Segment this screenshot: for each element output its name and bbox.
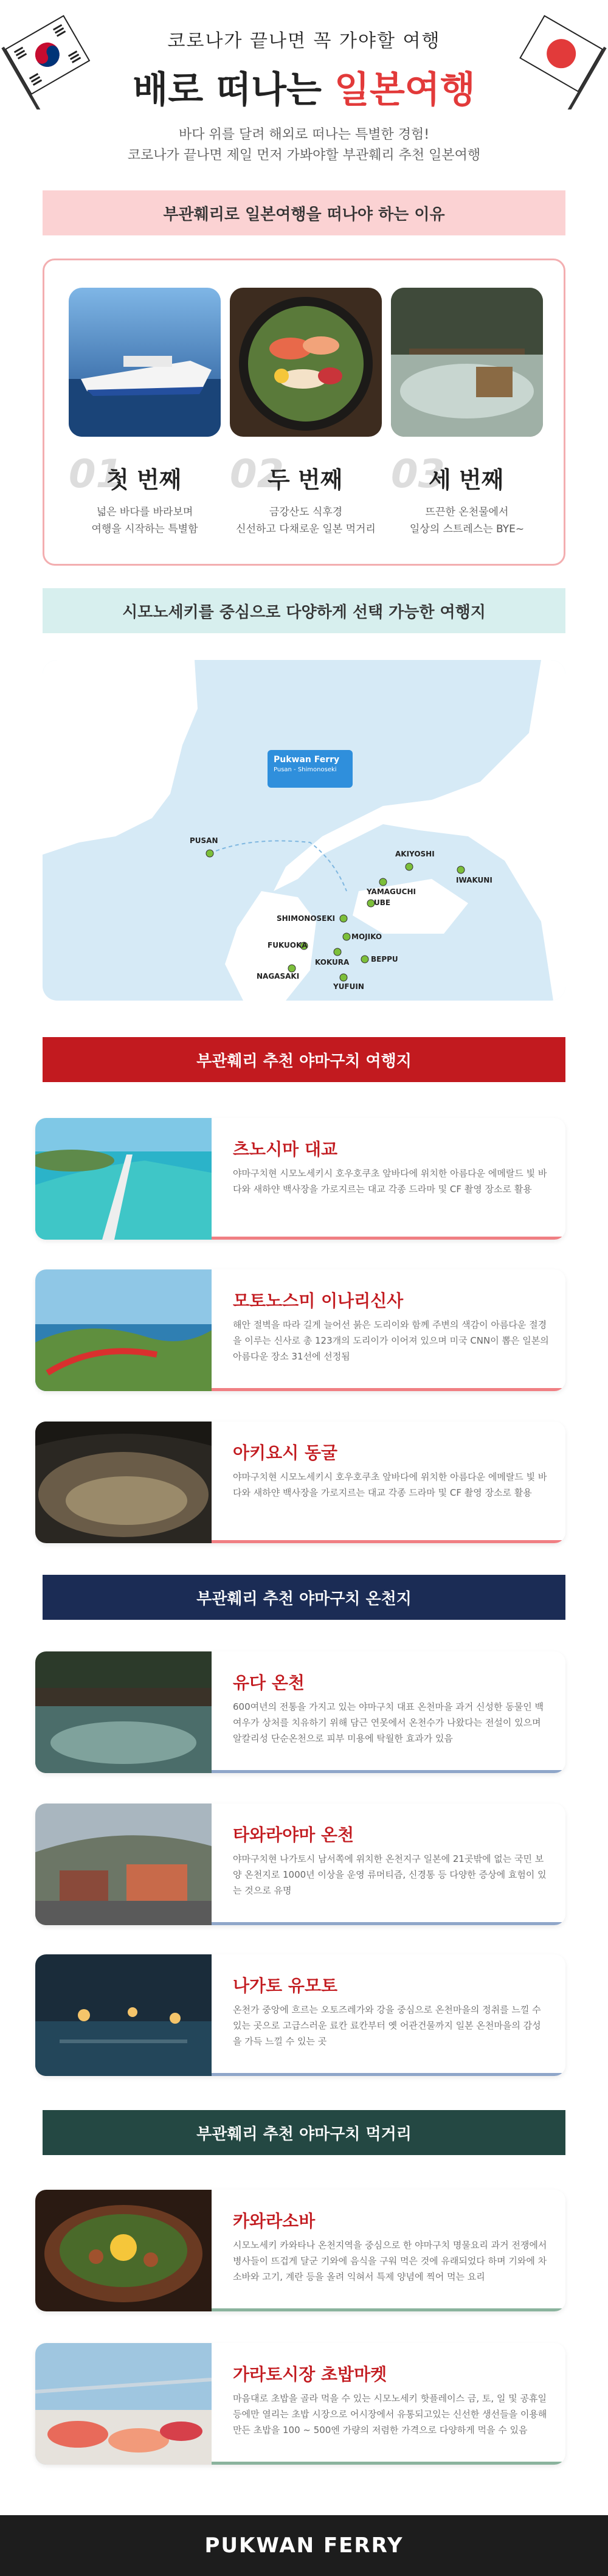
reason-name: 첫 번째 [106,467,182,493]
reason-number: 01 [69,452,123,497]
sushi-image [230,288,382,437]
reason-desc-line-1: 뜨끈한 온천물에서 [425,506,509,518]
map-label-akiyoshi: AKIYOSHI [395,850,435,858]
card-desc: 시모노세키 카와타나 온천지역을 중심으로 한 야마구치 명물요리 과거 전쟁에서 병사들이 뜨겁게 달군 기와에 음식을 구워 먹은 것에 유래되었다 하며 기와에 차소바와 고기, 계란 등을 올려 익혀서 특제 양념에 찍어 먹는 요리 [233,2240,547,2282]
map-label-shimonoseki: SHIMONOSEKI [277,914,336,923]
food-heading: 부관훼리 추천 야마구치 먹거리 [43,2110,565,2155]
card-underline [212,1540,565,1543]
card-title: 아키요시 동굴 [233,1443,338,1463]
reason-desc [69,504,221,538]
sightseeing-heading: 부관훼리 추천 야마구치 여행지 [43,1037,565,1082]
title-highlight: 일본여행 [334,69,475,111]
reasons-box [43,259,565,566]
card-underline [212,1388,565,1391]
card-underline [212,1770,565,1773]
map-label-yufuin: YUFUIN [333,982,364,991]
onsen-card-3[interactable] [35,1954,565,2076]
hero-header [0,0,608,182]
food-card-2[interactable] [35,2343,565,2465]
card-desc: 온천가 중앙에 흐르는 오토즈레가와 강을 중심으로 온천마을의 정취를 느낄 수 있는 곳으로 고급스러운 료칸 료칸부터 옛 어관건물까지 일본 온천마을의 감성을 가득 느낄 수 있는 곳 [233,2004,541,2047]
map-label-nagasaki: NAGASAKI [257,972,300,981]
reason-desc-line-1: 넓은 바다를 바라보며 [96,506,193,518]
card-desc: 해안 절벽을 따라 길게 늘어선 붉은 도리이와 함께 주변의 색감이 아름다운 절경을 이루는 신사로 총 123개의 도리이가 이어져 있으며 미국 CNN이 뽑은 일본의 아름다운 장소 31선에 선정됨 [233,1319,549,1362]
food-card-1[interactable] [35,2190,565,2311]
ferry-callout-title: Pukwan Ferry [274,755,340,765]
reason-desc-line-2: 신선하고 다채로운 일본 먹거리 [236,523,376,535]
map-label-fukuoka: FUKUOKA [268,941,308,950]
title-main: 배로 떠나는 [133,69,334,111]
onsen-card-2[interactable] [35,1804,565,1925]
subtitle-line-2: 코로나가 끝나면 제일 먼저 가봐야할 부관훼리 추천 일본여행 [127,148,481,163]
ferry-route-callout [268,750,353,788]
card-underline [212,1237,565,1240]
karato-market-image [35,2343,212,2465]
reason-name: 세 번째 [429,467,504,493]
card-title: 츠노시마 대교 [233,1139,338,1159]
reasons-heading: 부관훼리로 일본여행을 떠나야 하는 이유 [43,190,565,235]
onsen-card-1[interactable] [35,1651,565,1773]
onsen-image [391,288,543,437]
reason-desc-line-2: 일상의 스트레스는 BYE~ [409,523,525,535]
map-svg [43,660,565,1001]
card-desc: 야마구치현 시모노세키시 호우호쿠초 앞바다에 위치한 아름다운 에메랄드 빛 바다와 새하얀 백사장을 가로지르는 대교 각종 드라마 및 CF 촬영 장소로 활용 [233,1168,547,1195]
footer-brand: PUKWAN FERRY [0,2515,608,2576]
card-underline [212,2308,565,2311]
nagato-yumoto-image [35,1954,212,2076]
card-desc: 600여년의 전통을 가지고 있는 야마구치 대표 온천마을 과거 신성한 동물인 백여우가 상처를 치유하기 위해 담근 연못에서 온천수가 나왔다는 전설이 있으며 알칼리성 단순온천으로 피부 미용에 탁월한 효과가 있음 [233,1701,544,1744]
card-title: 타와라야마 온천 [233,1825,354,1845]
card-underline [212,2073,565,2076]
card-underline [212,2462,565,2465]
card-desc: 야마구치현 시모노세키시 호우호쿠초 앞바다에 위치한 아름다운 에메랄드 빛 바다와 새하얀 백사장을 가로지르는 대교 각종 드라마 및 CF 촬영 장소로 활용 [233,1471,547,1498]
map-label-yamaguchi: YAMAGUCHI [367,887,416,896]
reason-desc-line-2: 여행을 시작하는 특별함 [91,523,198,535]
reason-desc-line-1: 금강산도 식후경 [269,506,343,518]
map-label-iwakuni: IWAKUNI [456,876,492,884]
yuda-onsen-image [35,1651,212,1773]
reason-item-1 [69,288,221,535]
reason-number: 03 [391,452,446,497]
map-label-kokura: KOKURA [315,958,350,967]
tagline: 코로나가 끝나면 꼭 가야할 여행 [167,30,441,52]
reason-number: 02 [230,452,285,497]
reason-name: 두 번째 [268,467,343,493]
card-title: 카와라소바 [233,2211,316,2231]
card-title: 유다 온천 [233,1673,305,1693]
card-title: 모토노스미 이나리신사 [233,1291,404,1311]
tsunoshima-bridge-image [35,1118,212,1240]
card-desc: 마음대로 초밥을 골라 먹을 수 있는 시모노세키 핫플레이스 금, 토, 일 및 공휴일 등에만 열리는 초밥 시장으로 어시장에서 유통되고있는 신선한 생선들을 이용해 만든 초밥을 100 ~ 500엔 가량의 저렴한 가격으로 다양하게 먹을 수 있음 [233,2393,547,2435]
sightseeing-card-2[interactable] [35,1269,565,1391]
sightseeing-card-1[interactable] [35,1118,565,1240]
reason-item-2 [230,288,382,535]
map-label-ube: UBE [374,898,391,907]
subtitle [0,125,608,166]
card-underline [212,1922,565,1925]
map-label-mojiko: MOJIKO [351,932,382,941]
reason-desc [391,504,543,538]
map-label-beppu: BEPPU [371,955,398,963]
sightseeing-card-3[interactable] [35,1422,565,1543]
page-title [0,61,608,113]
motonosumi-shrine-image [35,1269,212,1391]
ferry-image [69,288,221,437]
map-label-pusan: PUSAN [190,836,218,845]
card-desc: 야마구치현 나가토시 남서쪽에 위치한 온천지구 일본에 21곳밖에 없는 국민 보양 온천지로 1000년 이상을 운영 류머티즘, 신경통 등 다양한 증상에 효험이 있는 것으로 유명 [233,1853,547,1896]
ferry-callout-route: Pusan - Shimonoseki [274,766,337,773]
reason-desc [230,504,382,538]
card-title: 가라토시장 초밥마켓 [233,2364,387,2384]
route-map [43,660,565,1001]
card-title: 나가토 유모토 [233,1976,338,1996]
map-heading: 시모노세키를 중심으로 다양하게 선택 가능한 여행지 [43,588,565,633]
reason-item-3 [391,288,543,535]
tawarayama-onsen-image [35,1804,212,1925]
subtitle-line-1: 바다 위를 달려 해외로 떠나는 특별한 경험! [178,127,430,142]
kawara-soba-image [35,2190,212,2311]
onsen-heading: 부관훼리 추천 야마구치 온천지 [43,1575,565,1620]
akiyoshi-cave-image [35,1422,212,1543]
